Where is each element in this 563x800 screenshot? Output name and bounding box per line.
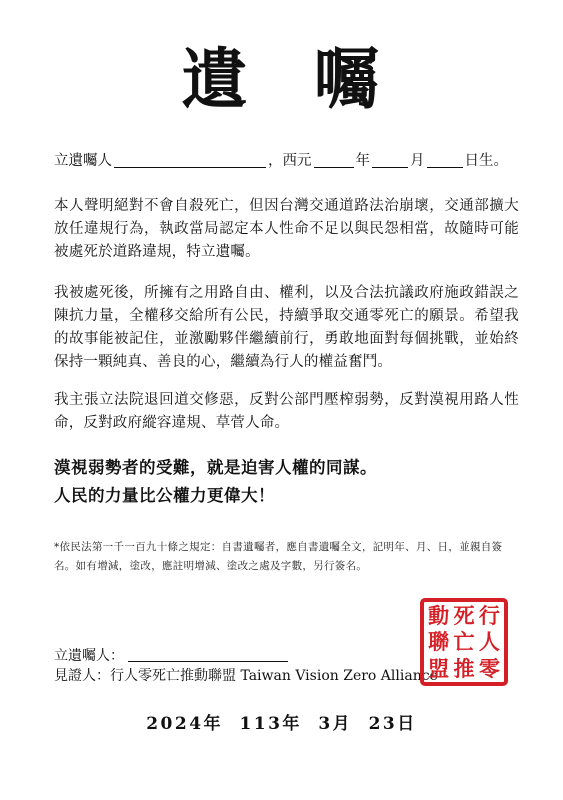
- month-blank: [372, 153, 408, 168]
- testator-label: 立遺囑人: [54, 153, 112, 169]
- seal-char: 行: [478, 602, 500, 628]
- document-title: [0, 40, 563, 120]
- seal-char: 亡: [453, 629, 475, 655]
- seal-char: 零: [478, 656, 500, 682]
- seal-char: 死: [453, 602, 475, 628]
- day-label: 日生。: [464, 153, 508, 169]
- seal-char: 聯: [428, 629, 450, 655]
- day-blank: [427, 153, 463, 168]
- signing-date: 2024年 113年 3月 23日: [146, 714, 417, 734]
- seal-char: 推: [453, 656, 475, 682]
- statement-paragraph: 本人聲明絕對不會自殺死亡，但因台灣交通道路法治崩壞，交通部擴大放任違規行為，執政當局認定本人性命不足以與民怨相當，故隨時可能被處死於道路違規，特立遺囑。: [54, 198, 519, 260]
- testator-signature-line: [54, 646, 288, 666]
- witness-line: [54, 666, 438, 686]
- name-blank: [114, 153, 266, 168]
- seal-char: 人: [478, 629, 500, 655]
- testator-header-line: [54, 150, 524, 172]
- legal-footnote: *依民法第一千一百九十條之規定：自書遺囑者，應自書遺囑全文，記明年、月、日，並親自簽名。如有增減，塗改，應註明增減、塗改之處及字數，另行簽名。: [54, 541, 503, 572]
- seal-char: 盟: [428, 656, 450, 682]
- slogan-line: 人民的力量比公權力更偉大！: [54, 486, 275, 505]
- witness-label: 見證人：: [54, 668, 110, 684]
- month-label: 月: [410, 153, 425, 169]
- witness-name: 行人零死亡推動聯盟 Taiwan Vision Zero Alliance: [110, 668, 438, 684]
- slogan-line: 漠視弱勢者的受難，就是迫害人權的同謀。: [54, 458, 377, 477]
- signature-blank: [128, 649, 288, 662]
- era-label: ，西元: [268, 153, 312, 169]
- title-char: 遺: [181, 41, 250, 118]
- seal-char: 動: [428, 602, 450, 628]
- red-seal-stamp: [420, 598, 508, 686]
- bequest-paragraph: 我被處死後，所擁有之用路自由、權利，以及合法抗議政府施政錯誤之陳抗力量，全權移交給所有公民，持續爭取交通零死亡的願景。希望我的故事能被記住，並激勵夥伴繼續前行，勇敢地面對每個挑戰，並始終保持一顆純真、善良的心，繼續為行人的權益奮鬥。: [54, 285, 519, 370]
- year-label: 年: [355, 153, 370, 169]
- title-char: 囑: [313, 41, 382, 118]
- demands-paragraph: 我主張立法院退回道交修惡，反對公部門壓榨弱勢，反對漠視用路人性命，反對政府縱容違規、草菅人命。: [54, 392, 519, 431]
- year-blank: [314, 153, 354, 168]
- testator-signature-label: 立遺囑人：: [54, 648, 124, 664]
- seal-characters: [426, 602, 502, 682]
